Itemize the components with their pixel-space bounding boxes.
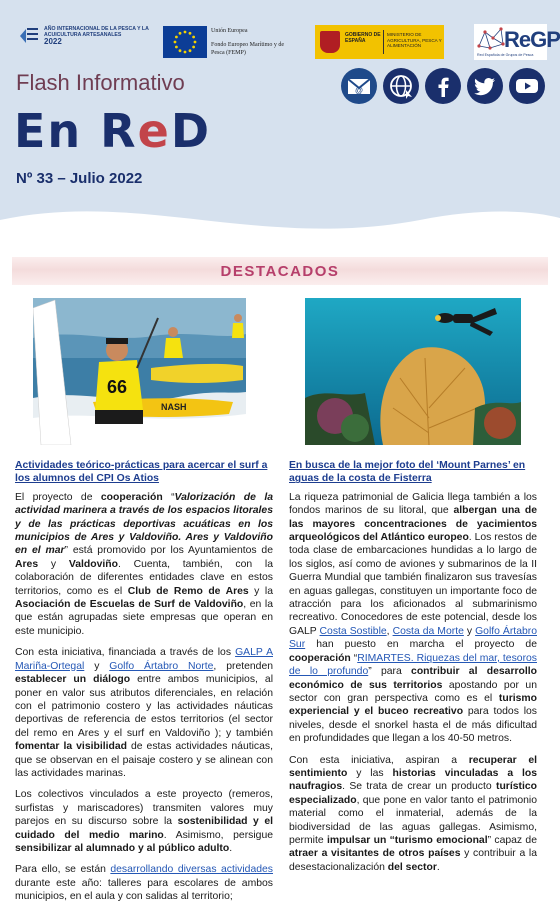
section-title-bar <box>12 257 548 285</box>
link-galp-marina-ortegal[interactable]: GALP A Mariña-Ortegal <box>15 647 273 672</box>
social-links <box>341 68 551 104</box>
facebook-icon[interactable] <box>425 68 461 104</box>
header-wave-shape <box>0 180 560 232</box>
article-1-paragraph-3: Los colectivos vinculados a este proyecto (remeros, surfistas y mariscadores) transmiten valores muy parejos en su discurso sobre la sostenibilidad y el cuidado del medio marino. Asimismo, persigue sensibilizar al alumnado y al público adulto. <box>15 789 274 854</box>
article-1 <box>15 459 273 912</box>
issue-number: Nº 33 – Julio 2022 <box>16 170 143 187</box>
article-2-paragraph-2: Con esta iniciativa, aspiran a recuperar el sentimiento y las historias vinculadas a los naufragios. Se trata de crear un producto turístico especializado, que pone en valor tanto el patrimonio material como el inmaterial, además de la biodiversidad de las aguas gallegas. Asimismo, permite impulsar un “turismo emocional” capaz de atraer a visitantes de otros países y contribuir a la desestacionalización del sector. <box>289 754 538 873</box>
article-1-paragraph-1: El proyecto de cooperación “Valorización de la actividad marinera a través de los espacios litorales y de las prácticas deportivas acuáticas en los municipios de Ares y Valdoviño. Ares y Valdoviño en el mar” está promovido por los Ayuntamientos de Ares y Valdoviño. Cuenta, también, con la colaboración de diferentes entidades clave en estos territorios, como es el Club de Remo de Ares y la Asociación de Escuelas de Surf de Valdoviño, en la que están agrupadas siete empresas que operan en este municipio. <box>15 491 273 637</box>
article-2 <box>289 459 537 882</box>
iypaa-text: AÑO INTERNACIONAL DE LA PESCA Y LA ACUICULTURA ARTESANALES <box>44 25 149 38</box>
gobierno-divider <box>383 30 384 54</box>
eu-text-fund: Fondo Europeo Marítimo y de Pesca (FEMP) <box>211 42 284 56</box>
newsletter-title <box>14 104 211 158</box>
article-1-paragraph-2: Con esta iniciativa, financiada a través de los GALP A Mariña-Ortegal y Golfo Ártabro Norte, pretenden establecer un diálogo entre ambos municipios, al poner en valor sus atributos diferenciales, en relación con el patrimonio costero y las actividades náuticas deportivas de referencia de estos territorios (el sector del remo en Ares y el surf en Valdoviño ); y también fomentar la visibilidad de estas actividades náuticas, que se observan en el paisaje costero y se alinean con las actividades marinas. <box>15 647 274 779</box>
svg-text:NASH: NASH <box>161 402 187 412</box>
link-golfo-artabro-norte[interactable]: Golfo Ártabro Norte <box>109 660 214 672</box>
youtube-icon[interactable] <box>509 68 545 104</box>
article-1-title[interactable]: Actividades teórico-prácticas para acercar el surf a los alumnos del CPI Os Atios <box>15 460 268 485</box>
gobierno-text: GOBIERNO DE ESPAÑA <box>345 32 381 44</box>
ministerio-text: MINISTERIO DE AGRICULTURA, PESCA Y ALIMENTACIÓN <box>387 32 442 49</box>
regp-logo <box>474 24 560 60</box>
title-part-2: D <box>170 104 211 158</box>
mail-icon[interactable] <box>341 68 377 104</box>
network-icon <box>476 26 506 52</box>
iypaa-logo <box>18 24 154 46</box>
link-costa-sostible[interactable]: Costa Sostible <box>319 625 387 637</box>
regp-word: ReGP <box>504 27 560 52</box>
fish-logo-icon <box>18 24 40 46</box>
title-part-1: En R <box>14 104 138 158</box>
link-golfo-artabro-sur[interactable]: Golfo Ártabro Sur <box>289 625 537 651</box>
eu-logo <box>163 26 291 58</box>
link-costa-da-morte[interactable]: Costa da Morte <box>392 625 464 637</box>
web-icon[interactable] <box>383 68 419 104</box>
surf-photo <box>33 298 246 445</box>
eu-flag-icon <box>163 26 207 58</box>
diver-photo <box>305 298 521 445</box>
article-1-paragraph-4: Para ello, se están desarrollando diversas actividades durante este año: talleres para escolares de ambos municipios, en el aula y con salidas al territorio; <box>15 864 273 903</box>
flash-title: Flash Informativo <box>16 70 185 95</box>
svg-text:@: @ <box>355 86 363 95</box>
gobierno-logo <box>315 25 444 59</box>
bib-number: 66 <box>107 377 128 397</box>
title-e-accent: e <box>137 104 171 158</box>
iypaa-year: 2022 <box>44 36 62 46</box>
section-title: DESTACADOS <box>220 262 340 280</box>
twitter-icon[interactable] <box>467 68 503 104</box>
spain-shield-icon <box>320 31 340 53</box>
link-rimartes[interactable]: RIMARTES. Riquezas del mar, tesoros de lo profundo <box>289 652 537 678</box>
eu-text-union: Unión Europea <box>211 28 248 34</box>
article-2-paragraph-1: La riqueza patrimonial de Galicia llega también a los fondos marinos de su litoral, que albergan una de las mayores concentraciones de yacimientos arqueológicos del Atlántico europeo. Los restos de toda clase de embarcaciones hundidas a lo largo de los siglos, así como de aviones y submarinos de la II Guerra Mundial que también finalizaron sus travesías en aguas gallegas, constituyen un importante foco de atracción para los aficionados al submarinismo recreativo. Conocedores de este potencial, desde los GALP Costa Sostible, Costa da Morte y Golfo Ártabro Sur han puesto en marcha el proyecto de cooperación “RIMARTES. Riquezas del mar, tesoros de lo profundo” para contribuir al desarrollo económico de sus territorios apostando por un sector con gran perspectiva como es el turismo experiencial y el buceo recreativo para todos los niveles, desde el snorkel hasta el de más dificultad en profundidades que llegan a los 40-50 metros. <box>289 491 537 745</box>
article-2-title[interactable]: En busca de la mejor foto del ‘Mount Parnes’ en aguas de la costa de Fisterra <box>289 460 526 485</box>
link-actividades[interactable]: desarrollando diversas actividades <box>110 864 273 876</box>
regp-subtitle: Red Española de Grupos de Pesca <box>477 53 534 57</box>
header-banner <box>0 0 560 232</box>
